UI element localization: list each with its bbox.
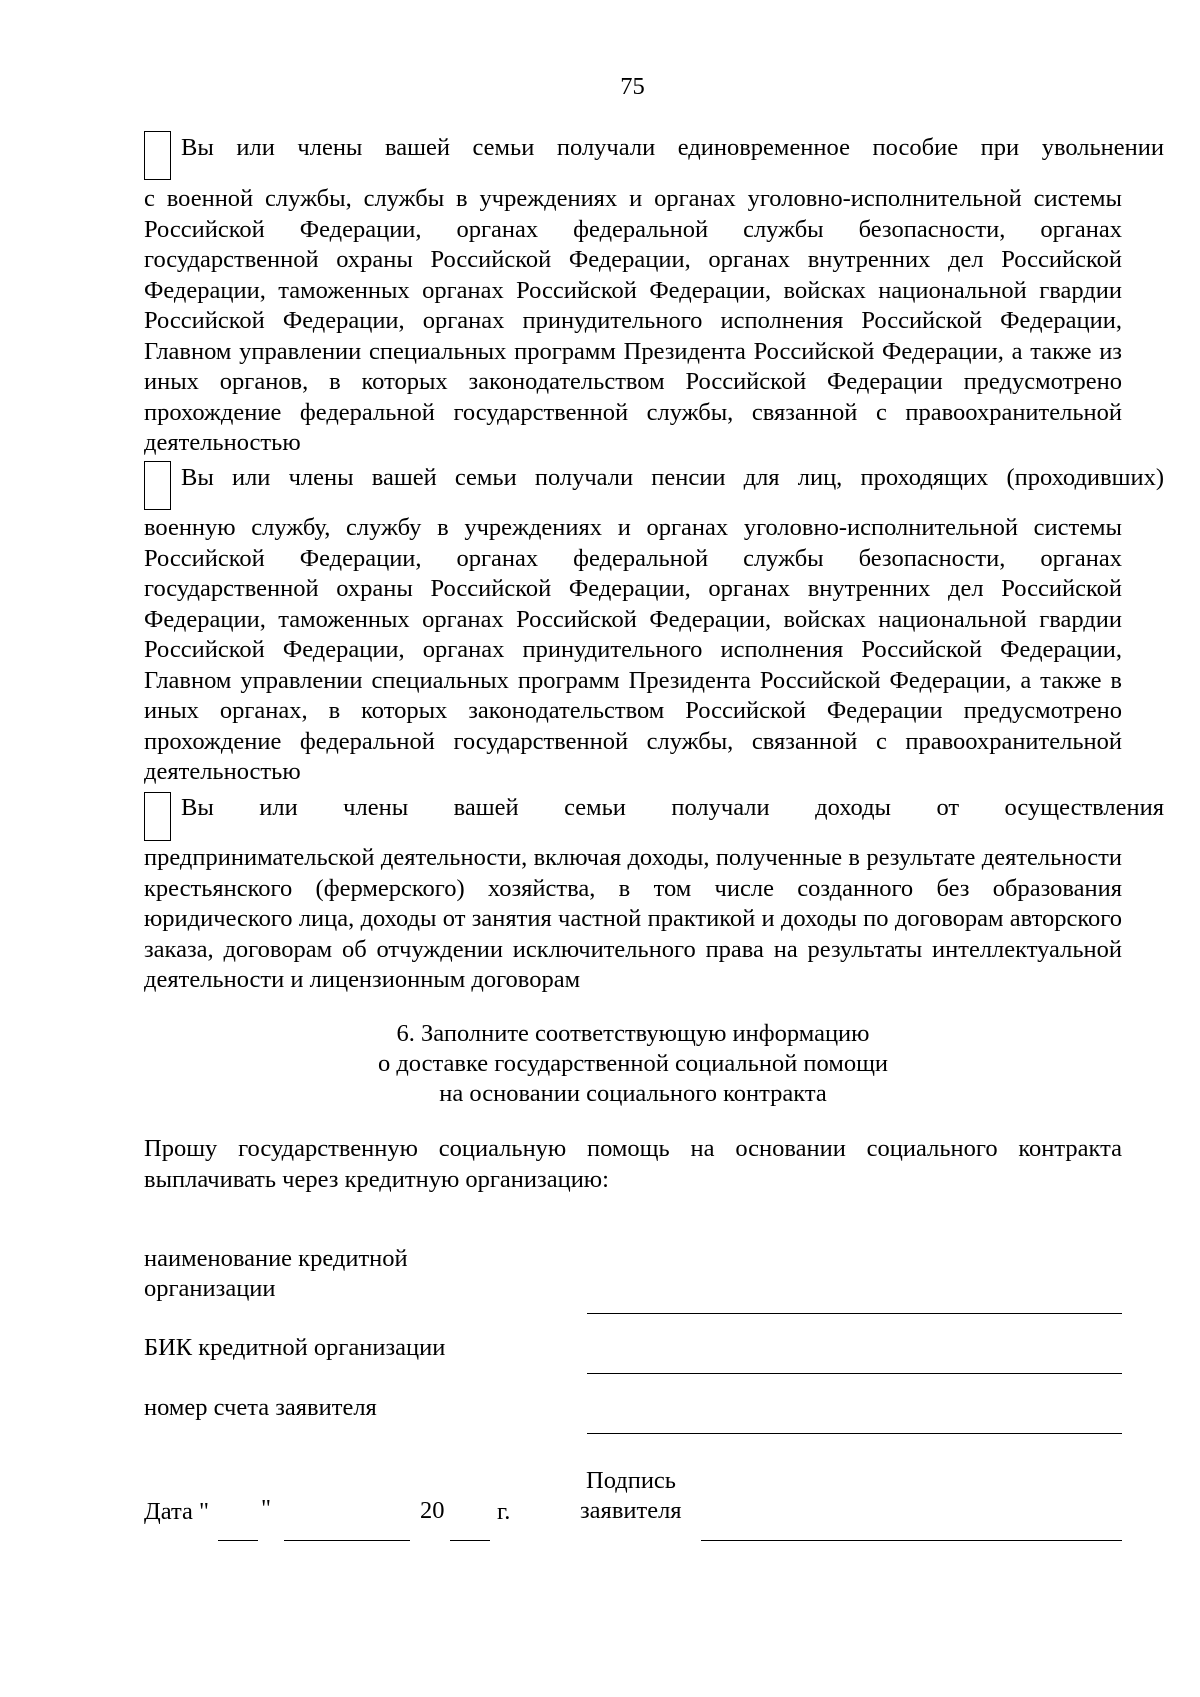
bik-label: БИК кредитной организации	[144, 1334, 446, 1361]
account-field[interactable]	[587, 1433, 1122, 1434]
account-label: номер счета заявителя	[144, 1394, 377, 1421]
checkbox-item-1-first-line: Вы или члены вашей семьи получали единовременное пособие при увольнении	[181, 134, 1164, 161]
checkbox-item-3-text: предпринимательской деятельности, включая доходы, полученные в результате деятельности крестьянского (фермерского) хозяйства, в том числе созданного без образования юридического лица, доходы от занятия частной практикой и доходы по договорам авторского заказа, договорам об отчуждении исключительного права на результаты интеллектуальной деятельности и лицензионным договорам	[144, 844, 1122, 993]
date-label: Дата "	[144, 1498, 209, 1525]
signature-label-line-1: Подпись	[586, 1467, 676, 1494]
checkbox-item-2-first-line: Вы или члены вашей семьи получали пенсии для лиц, проходящих (проходивших)	[181, 464, 1164, 491]
page-number: 75	[620, 73, 645, 100]
date-month-field[interactable]	[284, 1540, 410, 1541]
signature-label-line-2: заявителя	[580, 1497, 682, 1524]
section-6-heading-line-1: 6. Заполните соответствующую информацию	[396, 1020, 870, 1047]
checkbox-business-income[interactable]	[144, 792, 171, 841]
signature-field[interactable]	[701, 1540, 1122, 1541]
year-suffix: г.	[497, 1498, 511, 1525]
checkbox-item-2-text: военную службу, службу в учреждениях и органах уголовно-исполнительной системы Российской Федерации, органах федеральной службы безопасности, органах государственной охраны Российской Федерации, органах внутренних дел Российской Федерации, таможенных органах Российской Федерации, войсках национальной гвардии Российской Федерации, органах принудительного исполнения Российской Федерации, Главном управлении специальных программ Президента Российской Федерации, а также в иных органах, в которых законодательством Российской Федерации предусмотрено прохождение федеральной государственной службы, связанной с правоохранительной деятельностью	[144, 514, 1122, 785]
bank-name-label-line-2: организации	[144, 1275, 276, 1302]
request-paragraph: Прошу государственную социальную помощь на основании социального контракта выплачивать через кредитную организацию:	[144, 1135, 1122, 1193]
bank-name-label-line-1: наименование кредитной	[144, 1245, 408, 1272]
bik-field[interactable]	[587, 1373, 1122, 1374]
section-6-heading-line-3: на основании социального контракта	[439, 1080, 827, 1107]
date-quote-close: "	[261, 1495, 272, 1522]
checkbox-lump-sum-allowance[interactable]	[144, 131, 171, 180]
checkbox-pension[interactable]	[144, 461, 171, 510]
section-6-heading-line-2: о доставке государственной социальной помощи	[377, 1050, 889, 1077]
date-day-field[interactable]	[218, 1540, 258, 1541]
checkbox-item-1-text: с военной службы, службы в учреждениях и органах уголовно-исполнительной системы Российской Федерации, органах федеральной службы безопасности, органах государственной охраны Российской Федерации, органах внутренних дел Российской Федерации, таможенных органах Российской Федерации, войсках национальной гвардии Российской Федерации, органах принудительного исполнения Российской Федерации, Главном управлении специальных программ Президента Российской Федерации, а также из иных органов, в которых законодательством Российской Федерации предусмотрено прохождение федеральной государственной службы, связанной с правоохранительной деятельностью	[144, 185, 1122, 456]
bank-name-field[interactable]	[587, 1313, 1122, 1314]
checkbox-item-3-first-line: Вы или члены вашей семьи получали доходы от осуществления	[181, 794, 1164, 821]
date-year-field[interactable]	[450, 1540, 490, 1541]
year-prefix: 20	[420, 1497, 445, 1524]
